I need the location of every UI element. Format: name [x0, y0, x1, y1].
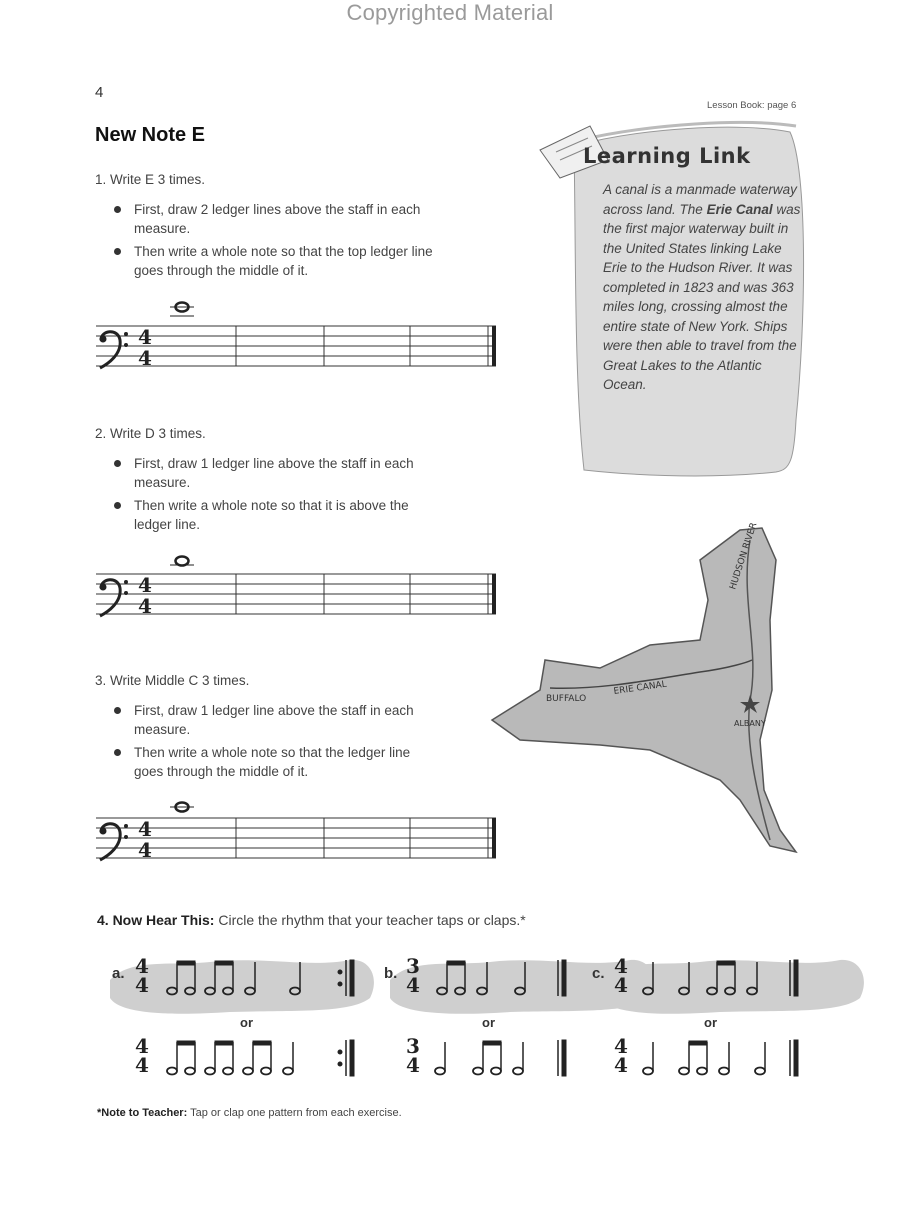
- time-sig-top: 3: [406, 954, 420, 978]
- note-to-teacher: *Note to Teacher: Tap or clap one pattern from each exercise.: [97, 1107, 402, 1119]
- rhythm-label-a: a.: [112, 965, 125, 982]
- example-note-c: [170, 803, 194, 812]
- exercise-1-bullet-1: First, draw 2 ledger lines above the staff in each measure.: [134, 200, 434, 238]
- map-label-buffalo: BUFFALO: [546, 694, 587, 704]
- rhythm-a-alt-notes: [167, 1040, 354, 1076]
- exercise-3-bullet-1: First, draw 1 ledger line above the staff in each measure.: [134, 701, 434, 739]
- time-sig-bottom: 4: [406, 1053, 420, 1077]
- exercise-number: 1.: [95, 172, 107, 187]
- or-label-b: or: [482, 1015, 495, 1030]
- exercise-number: 3.: [95, 673, 107, 688]
- now-hear-this: 4. Now Hear This: Circle the rhythm that your teacher taps or claps.*: [97, 912, 526, 928]
- staff-2: [96, 573, 496, 618]
- music-graphics: 4 4 HUDSON RIVER BUFFALO ERIE CANAL ALBANY: [0, 0, 900, 1220]
- example-note-d: [170, 557, 194, 566]
- exercise-text: Write E 3 times.: [110, 172, 206, 187]
- learning-link-text: A canal is a manmade waterway across land. The Erie Canal was the first major waterway built in the United States linking Lake Erie to the Hudson River. It was completed in 1823 and was 363 miles long, crossing almost the entire state of New York. Ships were then able to travel from the Great Lakes to the Atlantic Ocean.: [603, 182, 801, 392]
- time-sig-top: 4: [614, 954, 628, 978]
- time-sig-top: 4: [135, 1034, 149, 1058]
- or-label-a: or: [240, 1015, 253, 1030]
- rhythm-b-notes: [437, 960, 566, 996]
- new-york-map: [492, 522, 796, 852]
- exercise-2-bullet-1: First, draw 1 ledger line above the staff in each measure.: [134, 454, 434, 492]
- rhythm-c-alt-notes: [643, 1040, 798, 1076]
- rhythm-exercises: [0, 940, 900, 1100]
- map-label-albany: ALBANY: [734, 719, 766, 728]
- page-title: New Note E: [95, 124, 206, 146]
- map-label-erie-canal: ERIE CANAL: [613, 679, 668, 697]
- rhythm-label-c: c.: [592, 965, 605, 982]
- time-sig-bottom: 4: [614, 1053, 628, 1077]
- lesson-reference: Lesson Book: page 6: [707, 100, 797, 111]
- staff-1: [96, 325, 496, 370]
- example-note-e: [170, 303, 194, 317]
- time-sig-bottom: 4: [135, 973, 149, 997]
- exercise-text: Write D 3 times.: [110, 426, 206, 441]
- time-sig-bottom: 4: [135, 1053, 149, 1077]
- map-label-hudson: HUDSON RIVER: [728, 521, 760, 591]
- watermark: Copyrighted Material: [346, 0, 554, 25]
- rhythm-c-notes: [643, 960, 798, 996]
- rhythm-a-notes: [167, 960, 354, 996]
- time-sig-bottom: 4: [614, 973, 628, 997]
- rhythm-b-alt-notes: [435, 1040, 566, 1076]
- exercise-2-bullet-2: Then write a whole note so that it is above the ledger line.: [134, 496, 434, 534]
- time-sig-top: 3: [406, 1034, 420, 1058]
- learning-link-title: Learning Link: [583, 144, 751, 168]
- time-sig-bottom: 4: [406, 973, 420, 997]
- rhythm-label-b: b.: [384, 965, 398, 982]
- exercise-text: Write Middle C 3 times.: [110, 673, 250, 688]
- exercise-number: 2.: [95, 426, 107, 441]
- time-sig-top: 4: [135, 954, 149, 978]
- time-sig-top: 4: [614, 1034, 628, 1058]
- exercise-3-bullet-2: Then write a whole note so that the ledger line goes through the middle of it.: [134, 743, 434, 781]
- or-label-c: or: [704, 1015, 717, 1030]
- staff-3: [96, 817, 496, 862]
- exercise-1-bullet-2: Then write a whole note so that the top ledger line goes through the middle of it.: [134, 242, 434, 280]
- page-number: 4: [95, 84, 104, 101]
